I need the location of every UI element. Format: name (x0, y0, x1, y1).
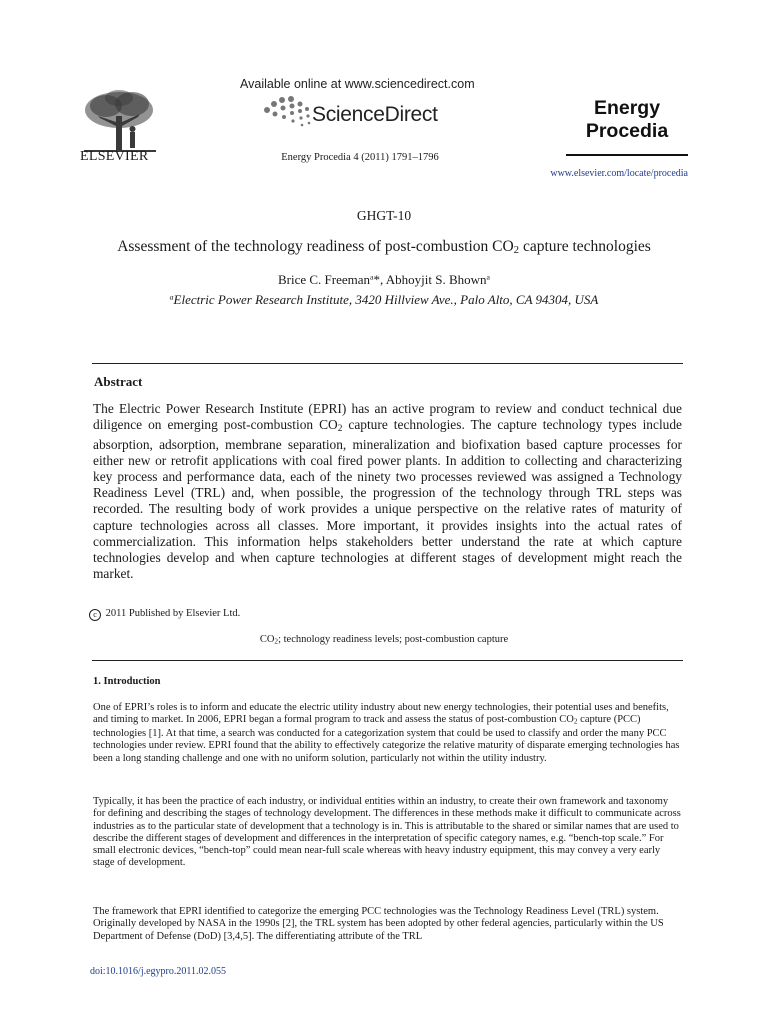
title-text-suffix: capture technologies (519, 238, 651, 255)
affiliation-mark: a (169, 292, 174, 302)
divider-bottom (92, 660, 683, 661)
author-separator: *, Abhoyjit S. Bhown (373, 272, 487, 287)
author-1-affil-mark: a (370, 272, 374, 282)
sciencedirect-dots-icon (262, 96, 312, 132)
abstract-heading: Abstract (94, 374, 143, 389)
paper-title (0, 238, 768, 256)
abstract-body (93, 401, 682, 582)
divider-top (92, 363, 683, 364)
copyright-text: 2011 Published by Elsevier Ltd. (103, 608, 241, 619)
elsevier-wordmark: ELSEVIER (80, 149, 149, 164)
intro-paragraph-3: The framework that EPRI identified to categorize the emerging PCC technologies was the Technology Readiness Level (TRL) system. Originally developed by NASA in the 1990s [2], the TRL system has been adopted by other federal agencies, particularly within the US Department of Defense (DoD) [3,4,5]. The differentiating attribute of the TRL (93, 906, 664, 942)
abstract-text-a: The Electric Power Research Institute (EPRI) has an active program to review and conduct technical due diligence on emerging post-combustion CO (93, 401, 682, 433)
affiliation-text: Electric Power Research Institute, 3420 Hillview Ave., Palo Alto, CA 94304, USA (173, 292, 599, 307)
abstract-text-b: capture technologies. The capture technology types include absorption, adsorption, membrane separation, mineralization and biofixation based capture processes for either new or retrofit applications with coal fired power plants. In addition to collecting and characterizing key process and performance data, each of the ninety two processes reviewed was assigned a Technology Readiness Level (TRL) and, when possible, the progression of the technology through TRL steps was recorded. The resulting body of work provides a unique perspective on the relative rates of maturity of capture technologies across all classes. More important, it provides insights into the actual rates of commercialization. This information helps stakeholders better understand the rate at which capture technologies develop and when capture technologies at different stages of development might reach the market. (93, 417, 682, 581)
journal-name-line2: Procedia (585, 120, 669, 143)
journal-url-link[interactable]: www.elsevier.com/locate/procedia (550, 168, 688, 179)
keywords-line (0, 634, 768, 645)
section-heading-introduction: 1. Introduction (93, 676, 161, 687)
sciencedirect-wordmark: ScienceDirect (312, 103, 438, 126)
copyright-icon: c (89, 609, 101, 621)
intro-paragraph-2: Typically, it has been the practice of each industry, or individual entities within an industry, to create their own framework and taxonomy for defining and describing the stages of technology development. The differences in these methods make it difficult to communicate across industries as to the particular state of development that a technology is in. This is attributable to the shared or similar names that are used to describe the different stages of development and differences in the interpretation of specific category names, e.g. “bench-top scale.” For small electronic devices, “bench-top” could mean near-full scale whereas with heavy industry equipment, this may convey a very early stage of development. (93, 796, 681, 869)
copyright-line (89, 608, 240, 621)
affiliation (0, 292, 768, 308)
keywords-subscript: 2 (274, 636, 279, 646)
conference-label: GHGT-10 (356, 208, 412, 223)
available-online-text: Available online at www.sciencedirect.com (240, 77, 475, 91)
intro-paragraph-1 (93, 702, 682, 765)
p1-text-a: One of EPRI’s roles is to inform and educate the electric utility industry about new energy technologies, their potential uses and benefits, and timing to market. In 2006, EPRI began a formal program to track and assess the status of post-combustion CO (93, 702, 669, 726)
p1-subscript: 2 (573, 716, 578, 726)
author-2-affil-mark: a (486, 272, 491, 282)
p1-text-b: capture (PCC) technologies [1]. At that time, a search was conducted for a categorization system that could be used to classify and order the many PCC technologies under review. EPRI found that the ability to effectively categorize the relative maturity of disparate emerging technologies has been a long standing challenge and one with no uniform solution, particularly not within the utility industry. (93, 714, 680, 764)
author-1: Brice C. Freeman (277, 272, 371, 287)
journal-name-box (566, 92, 688, 156)
journal-reference: Energy Procedia 4 (2011) 1791–1796 (281, 152, 439, 163)
title-text-prefix: Assessment of the technology readiness of post-combustion CO (117, 238, 514, 255)
title-subscript: 2 (513, 244, 520, 257)
doi-link[interactable]: doi:10.1016/j.egypro.2011.02.055 (90, 966, 227, 977)
keywords-text: ; technology readiness levels; post-combustion capture (278, 634, 509, 645)
journal-name-line1: Energy (593, 97, 661, 119)
author-list (0, 272, 768, 288)
abstract-subscript: 2 (337, 423, 343, 434)
keywords-prefix: CO (259, 634, 275, 645)
journal-name (566, 97, 688, 144)
